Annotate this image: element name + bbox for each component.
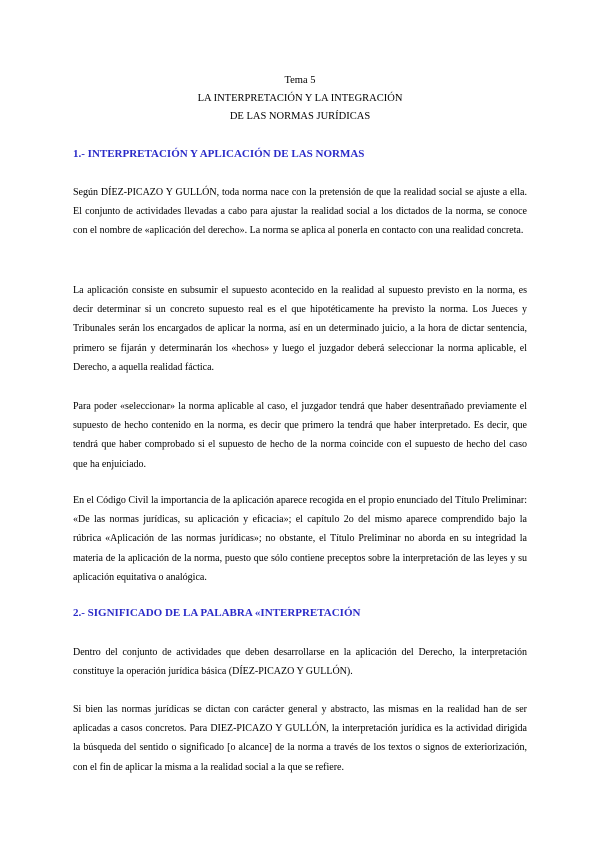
title-topic: Tema 5	[284, 75, 316, 86]
paragraph: Según DÍEZ-PICAZO Y GULLÓN, toda norma nace con la pretensión de que la realidad social se ajuste a ella. El conjunto de actividades llevadas a cabo para ajustar la realidad social a los dictados de la norma, se conoce con el nombre de «aplicación del derecho». La norma se aplica al ponerla en contacto con una realidad concreta.	[73, 187, 527, 237]
section-1-heading: 1.- INTERPRETACIÓN Y APLICACIÓN DE LAS NORMAS	[73, 148, 365, 160]
paragraph: En el Código Civil la importancia de la aplicación aparece recogida en el propio enunciado del Título Preliminar: «De las normas jurídicas, su aplicación y eficacia»; el capítulo 2o del mismo aparece comprendido bajo la rúbrica «Aplicación de las normas jurídicas»; no obstante, el Título Preliminar no aborda en su integridad la materia de la aplicación de la norma, puesto que sólo contiene preceptos sobre la interpretación de las leyes y su aplicación equitativa o analógica.	[73, 495, 527, 583]
title-line-2: DE LAS NORMAS JURÍDICAS	[229, 111, 371, 122]
paragraph: Si bien las normas jurídicas se dictan con carácter general y abstracto, las mismas en la realidad han de ser aplicadas a casos concretos. Para DIEZ-PICAZO Y GULLÓN, la interpretación jurídica es la actividad dirigida la búsqueda del sentido o significado [o alcance] de la norma a través de los textos o signos de exteriorización, con el fin de aplicar la misma a la realidad social a la que se refiere.	[73, 704, 527, 773]
section-2-heading: 2.- SIGNIFICADO DE LA PALABRA «INTERPRETACIÓN	[73, 607, 361, 619]
title-line-1: LA INTERPRETACIÓN Y LA INTEGRACIÓN	[197, 93, 403, 104]
document-title	[0, 72, 600, 126]
paragraph: La aplicación consiste en subsumir el supuesto acontecido en la realidad al supuesto previsto en la norma, es decir determinar si un concreto supuesto real es el que hipotéticamente ha previsto la norma. Los Jueces y Tribunales serán los encargados de aplicar la norma, así en un determinado juicio, a la hora de dictar sentencia, primero se fijarán y determinarán los «hechos» y luego el juzgador deberá seleccionar la norma aplicable, el Derecho, a aquella realidad fáctica.	[73, 285, 527, 373]
paragraph: Dentro del conjunto de actividades que deben desarrollarse en la aplicación del Derecho, la interpretación constituye la operación jurídica básica (DÍEZ-PICAZO Y GULLÓN).	[73, 647, 527, 678]
paragraph: Para poder «seleccionar» la norma aplicable al caso, el juzgador tendrá que haber desentrañado previamente el supuesto de hecho contenido en la norma, es decir que primero la tendrá que haber interpretado. Es decir, que tendrá que haber comprobado si el supuesto de hecho de la norma coincide con el supuesto de hecho del caso que ha enjuiciado.	[73, 401, 527, 470]
